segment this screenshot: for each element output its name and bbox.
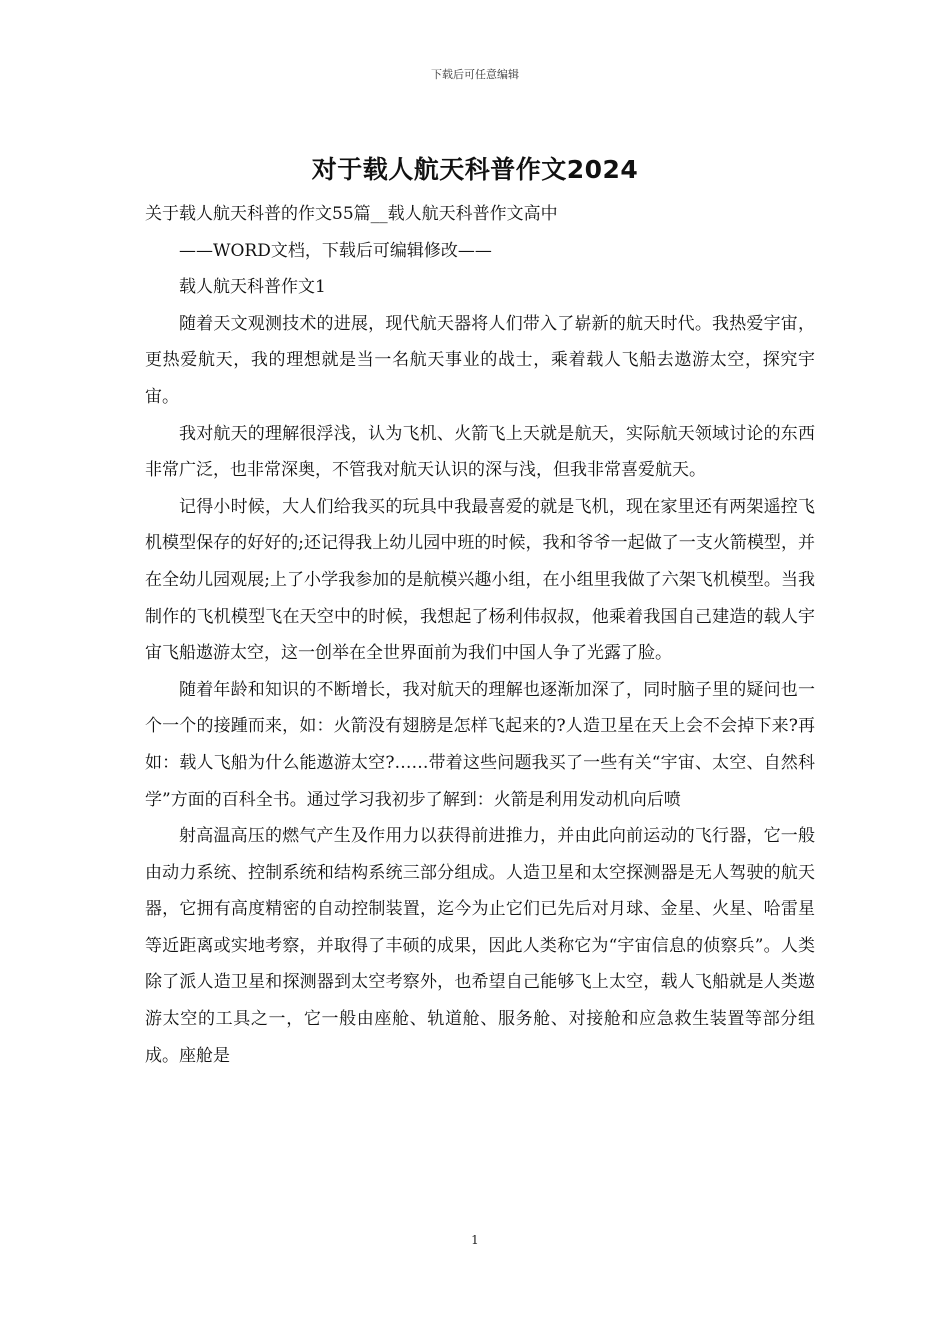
- section-heading: 载人航天科普作文1: [179, 277, 326, 298]
- body-paragraph: 随着天文观测技术的进展，现代航天器将人们带入了崭新的航天时代。我热爱宇宙，更热爱航天，我的理想就是当一名航天事业的战士，乘着载人飞船去遨游太空，探究宇宙。: [145, 313, 815, 407]
- body-paragraph: 随着年龄和知识的不断增长，我对航天的理解也逐渐加深了，同时脑子里的疑问也一个一个的接踵而来，如：火箭没有翅膀是怎样飞起来的?人造卫星在天上会不会掉下来?再如：载人飞船为什么能遨游太空?……带着这些问题我买了一些有关“宇宙、太空、自然科学”方面的百科全书。通过学习我初步了解到：火箭是利用发动机向后喷: [145, 679, 815, 810]
- page-header: 下载后可任意编辑: [431, 68, 519, 81]
- body-paragraph: 我对航天的理解很浮浅，认为飞机、火箭飞上天就是航天，实际航天领域讨论的东西非常广泛，也非常深奥，不管我对航天认识的深与浅，但我非常喜爱航天。: [145, 423, 815, 481]
- document-body: [145, 196, 815, 1074]
- download-notice: ——WORD文档，下载后可编辑修改——: [179, 240, 492, 261]
- page-number: 1: [471, 1233, 479, 1247]
- body-paragraph: 射高温高压的燃气产生及作用力以获得前进推力，并由此向前运动的飞行器，它一般由动力系统、控制系统和结构系统三部分组成。人造卫星和太空探测器是无人驾驶的航天器，它拥有高度精密的自动控制装置，迄今为止它们已先后对月球、金星、火星、哈雷星等近距离或实地考察，并取得了丰硕的成果，因此人类称它为“宇宙信息的侦察兵”。人类除了派人造卫星和探测器到太空考察外，也希望自己能够飞上太空，载人飞船就是人类遨游太空的工具之一，它一般由座舱、轨道舱、服务舱、对接舱和应急救生装置等部分组成。座舱是: [145, 826, 815, 1066]
- document-title: 对于载人航天科普作文2024: [311, 155, 639, 184]
- body-paragraph: 记得小时候，大人们给我买的玩具中我最喜爱的就是飞机，现在家里还有两架遥控飞机模型保存的好好的;还记得我上幼儿园中班的时候，我和爷爷一起做了一支火箭模型，并在全幼儿园观展;上了小学我参加的是航模兴趣小组，在小组里我做了六架飞机模型。当我制作的飞机模型飞在天空中的时候，我想起了杨利伟叔叔，他乘着我国自己建造的载人宇宙飞船遨游太空，这一创举在全世界面前为我们中国人争了光露了脸。: [145, 496, 815, 664]
- document-subtitle: 关于载人航天科普的作文55篇__载人航天科普作文高中: [145, 204, 558, 224]
